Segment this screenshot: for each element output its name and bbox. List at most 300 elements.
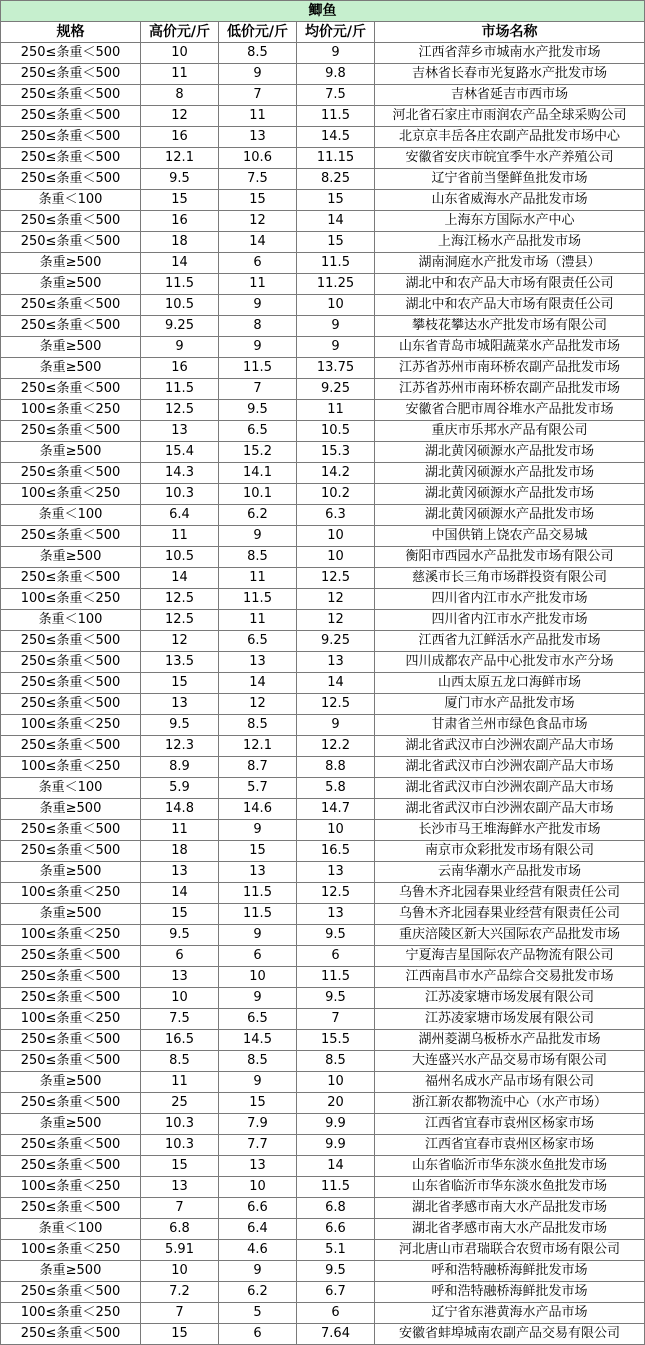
table-row (1, 400, 645, 421)
table-row (1, 778, 645, 799)
cell-avg-price: 15.5 (297, 1030, 375, 1051)
cell-low-price: 15 (219, 190, 297, 211)
cell-low-price: 11 (219, 568, 297, 589)
cell-high-price: 11 (141, 1072, 219, 1093)
cell-low-price: 11.5 (219, 358, 297, 379)
cell-high-price: 10.3 (141, 484, 219, 505)
cell-spec: 条重≥500 (1, 1261, 141, 1282)
cell-market-name: 吉林省延吉市西市场 (375, 85, 645, 106)
cell-high-price: 7.2 (141, 1282, 219, 1303)
cell-low-price: 9 (219, 295, 297, 316)
cell-spec: 250≤条重＜500 (1, 148, 141, 169)
table-row (1, 43, 645, 64)
cell-market-name: 湖南洞庭水产批发市场（澧县） (375, 253, 645, 274)
header-spec: 规格 (1, 22, 141, 43)
cell-spec: 250≤条重＜500 (1, 652, 141, 673)
cell-high-price: 13 (141, 694, 219, 715)
cell-low-price: 9 (219, 1261, 297, 1282)
cell-spec: 250≤条重＜500 (1, 1198, 141, 1219)
cell-high-price: 8.5 (141, 1051, 219, 1072)
cell-low-price: 14.5 (219, 1030, 297, 1051)
cell-low-price: 6.4 (219, 1219, 297, 1240)
table-row (1, 505, 645, 526)
cell-market-name: 慈溪市长三角市场群投资有限公司 (375, 568, 645, 589)
cell-spec: 条重＜100 (1, 778, 141, 799)
cell-avg-price: 10 (297, 820, 375, 841)
cell-market-name: 湖北省武汉市白沙洲农副产品大市场 (375, 757, 645, 778)
cell-avg-price: 9.8 (297, 64, 375, 85)
table-title: 鲫鱼 (1, 1, 645, 22)
cell-market-name: 河北唐山市君瑞联合农贸市场有限公司 (375, 1240, 645, 1261)
cell-avg-price: 8.25 (297, 169, 375, 190)
cell-high-price: 12 (141, 631, 219, 652)
cell-spec: 250≤条重＜500 (1, 43, 141, 64)
cell-low-price: 7.5 (219, 169, 297, 190)
cell-low-price: 8.5 (219, 715, 297, 736)
cell-low-price: 14 (219, 232, 297, 253)
header-row (1, 22, 645, 43)
cell-high-price: 11 (141, 64, 219, 85)
cell-high-price: 15 (141, 673, 219, 694)
cell-spec: 250≤条重＜500 (1, 988, 141, 1009)
cell-high-price: 11.5 (141, 379, 219, 400)
cell-spec: 条重≥500 (1, 274, 141, 295)
table-row (1, 337, 645, 358)
cell-high-price: 13 (141, 862, 219, 883)
cell-avg-price: 9 (297, 316, 375, 337)
cell-low-price: 5 (219, 1303, 297, 1324)
cell-high-price: 7 (141, 1198, 219, 1219)
cell-high-price: 13 (141, 1177, 219, 1198)
cell-high-price: 13 (141, 967, 219, 988)
cell-low-price: 6 (219, 946, 297, 967)
cell-low-price: 14.1 (219, 463, 297, 484)
table-row (1, 988, 645, 1009)
cell-low-price: 12.1 (219, 736, 297, 757)
cell-avg-price: 10 (297, 1072, 375, 1093)
cell-market-name: 山东省威海水产品批发市场 (375, 190, 645, 211)
cell-avg-price: 12.5 (297, 694, 375, 715)
table-row (1, 1261, 645, 1282)
cell-market-name: 江西省九江鲜活水产品批发市场 (375, 631, 645, 652)
table-row (1, 1324, 645, 1345)
cell-market-name: 辽宁省东港黄海水产品市场 (375, 1303, 645, 1324)
cell-spec: 100≤条重＜250 (1, 1303, 141, 1324)
cell-avg-price: 7.5 (297, 85, 375, 106)
cell-avg-price: 14.2 (297, 463, 375, 484)
cell-high-price: 15 (141, 904, 219, 925)
cell-market-name: 湖北黄冈硕源水产品批发市场 (375, 505, 645, 526)
cell-spec: 250≤条重＜500 (1, 1156, 141, 1177)
cell-low-price: 13 (219, 127, 297, 148)
cell-market-name: 重庆涪陵区新大兴国际农产品批发市场 (375, 925, 645, 946)
cell-high-price: 9.25 (141, 316, 219, 337)
cell-avg-price: 16.5 (297, 841, 375, 862)
table-row (1, 64, 645, 85)
cell-low-price: 10 (219, 967, 297, 988)
cell-market-name: 甘肃省兰州市绿色食品市场 (375, 715, 645, 736)
table-row (1, 526, 645, 547)
table-row (1, 1093, 645, 1114)
cell-high-price: 16 (141, 211, 219, 232)
cell-high-price: 10 (141, 43, 219, 64)
cell-low-price: 6 (219, 253, 297, 274)
cell-spec: 100≤条重＜250 (1, 589, 141, 610)
cell-market-name: 江西南昌市水产品综合交易批发市场 (375, 967, 645, 988)
cell-spec: 250≤条重＜500 (1, 1324, 141, 1345)
cell-spec: 250≤条重＜500 (1, 379, 141, 400)
cell-market-name: 攀枝花攀达水产批发市场有限公司 (375, 316, 645, 337)
header-market-name: 市场名称 (375, 22, 645, 43)
cell-market-name: 湖北黄冈硕源水产品批发市场 (375, 484, 645, 505)
cell-high-price: 10.3 (141, 1114, 219, 1135)
cell-avg-price: 6.3 (297, 505, 375, 526)
cell-low-price: 11 (219, 106, 297, 127)
cell-market-name: 湖北中和农产品大市场有限责任公司 (375, 274, 645, 295)
cell-low-price: 15 (219, 1093, 297, 1114)
cell-low-price: 9.5 (219, 400, 297, 421)
cell-low-price: 7 (219, 379, 297, 400)
table-row (1, 736, 645, 757)
cell-low-price: 6.5 (219, 1009, 297, 1030)
header-avg-price: 均价元/斤 (297, 22, 375, 43)
cell-spec: 条重≥500 (1, 1114, 141, 1135)
cell-market-name: 江苏凌家塘市场发展有限公司 (375, 988, 645, 1009)
cell-avg-price: 9.25 (297, 631, 375, 652)
table-row (1, 1198, 645, 1219)
cell-avg-price: 10 (297, 547, 375, 568)
table-row (1, 715, 645, 736)
cell-high-price: 15 (141, 1156, 219, 1177)
table-row (1, 568, 645, 589)
table-row (1, 316, 645, 337)
cell-low-price: 7.9 (219, 1114, 297, 1135)
table-row (1, 106, 645, 127)
cell-spec: 250≤条重＜500 (1, 1051, 141, 1072)
table-row (1, 946, 645, 967)
cell-spec: 250≤条重＜500 (1, 526, 141, 547)
cell-low-price: 6.5 (219, 421, 297, 442)
table-row (1, 820, 645, 841)
cell-spec: 250≤条重＜500 (1, 463, 141, 484)
cell-avg-price: 15 (297, 190, 375, 211)
cell-avg-price: 13 (297, 904, 375, 925)
cell-avg-price: 12.2 (297, 736, 375, 757)
cell-avg-price: 11.5 (297, 967, 375, 988)
cell-market-name: 安徽省合肥市周谷堆水产品批发市场 (375, 400, 645, 421)
cell-spec: 250≤条重＜500 (1, 1135, 141, 1156)
cell-high-price: 12.5 (141, 589, 219, 610)
cell-high-price: 16.5 (141, 1030, 219, 1051)
table-row (1, 358, 645, 379)
cell-low-price: 6.2 (219, 505, 297, 526)
cell-low-price: 9 (219, 1072, 297, 1093)
table-row (1, 1072, 645, 1093)
cell-avg-price: 12 (297, 589, 375, 610)
cell-avg-price: 9.5 (297, 988, 375, 1009)
cell-avg-price: 13.75 (297, 358, 375, 379)
cell-low-price: 13 (219, 862, 297, 883)
cell-market-name: 呼和浩特融桥海鲜批发市场 (375, 1282, 645, 1303)
cell-high-price: 12 (141, 106, 219, 127)
cell-market-name: 浙江新农都物流中心（水产市场） (375, 1093, 645, 1114)
cell-high-price: 25 (141, 1093, 219, 1114)
table-row (1, 1030, 645, 1051)
cell-high-price: 14.3 (141, 463, 219, 484)
table-row (1, 652, 645, 673)
cell-avg-price: 8.8 (297, 757, 375, 778)
cell-low-price: 8 (219, 316, 297, 337)
cell-high-price: 13.5 (141, 652, 219, 673)
cell-high-price: 9.5 (141, 169, 219, 190)
cell-low-price: 7 (219, 85, 297, 106)
cell-high-price: 10.5 (141, 295, 219, 316)
header-high-price: 高价元/斤 (141, 22, 219, 43)
cell-high-price: 14 (141, 568, 219, 589)
cell-high-price: 9.5 (141, 715, 219, 736)
cell-spec: 条重＜100 (1, 1219, 141, 1240)
cell-spec: 250≤条重＜500 (1, 85, 141, 106)
cell-spec: 条重≥500 (1, 1072, 141, 1093)
cell-market-name: 江西省宜春市袁州区杨家市场 (375, 1114, 645, 1135)
cell-low-price: 13 (219, 652, 297, 673)
cell-low-price: 11.5 (219, 589, 297, 610)
cell-market-name: 江苏省苏州市南环桥农副产品批发市场 (375, 379, 645, 400)
cell-low-price: 9 (219, 925, 297, 946)
cell-market-name: 河北省石家庄市雨润农产品全球采购公司 (375, 106, 645, 127)
table-row (1, 1051, 645, 1072)
cell-low-price: 9 (219, 820, 297, 841)
cell-low-price: 7.7 (219, 1135, 297, 1156)
cell-low-price: 13 (219, 1156, 297, 1177)
cell-market-name: 四川省内江市水产批发市场 (375, 610, 645, 631)
table-row (1, 1219, 645, 1240)
cell-spec: 250≤条重＜500 (1, 946, 141, 967)
cell-avg-price: 13 (297, 652, 375, 673)
cell-market-name: 上海江杨水产品批发市场 (375, 232, 645, 253)
cell-low-price: 6 (219, 1324, 297, 1345)
cell-avg-price: 12.5 (297, 883, 375, 904)
table-row (1, 253, 645, 274)
cell-market-name: 云南华潮水产品批发市场 (375, 862, 645, 883)
cell-low-price: 11 (219, 610, 297, 631)
cell-low-price: 11.5 (219, 904, 297, 925)
table-row (1, 589, 645, 610)
cell-avg-price: 14.5 (297, 127, 375, 148)
cell-high-price: 6.8 (141, 1219, 219, 1240)
table-row (1, 295, 645, 316)
cell-spec: 250≤条重＜500 (1, 232, 141, 253)
cell-market-name: 厦门市水产品批发市场 (375, 694, 645, 715)
cell-high-price: 10 (141, 1261, 219, 1282)
cell-avg-price: 9.25 (297, 379, 375, 400)
table-row (1, 127, 645, 148)
table-row (1, 883, 645, 904)
cell-market-name: 湖北中和农产品大市场有限责任公司 (375, 295, 645, 316)
cell-avg-price: 10.2 (297, 484, 375, 505)
cell-avg-price: 20 (297, 1093, 375, 1114)
cell-market-name: 安徽省安庆市皖宜季牛水产养殖公司 (375, 148, 645, 169)
cell-spec: 条重＜100 (1, 190, 141, 211)
cell-spec: 条重≥500 (1, 442, 141, 463)
cell-spec: 条重＜100 (1, 610, 141, 631)
table-row (1, 1282, 645, 1303)
cell-avg-price: 5.8 (297, 778, 375, 799)
cell-avg-price: 9.5 (297, 925, 375, 946)
cell-high-price: 8.9 (141, 757, 219, 778)
cell-high-price: 9 (141, 337, 219, 358)
cell-spec: 条重≥500 (1, 253, 141, 274)
cell-low-price: 6.2 (219, 1282, 297, 1303)
cell-spec: 100≤条重＜250 (1, 1177, 141, 1198)
cell-low-price: 10.6 (219, 148, 297, 169)
table-row (1, 484, 645, 505)
cell-high-price: 7.5 (141, 1009, 219, 1030)
cell-avg-price: 12 (297, 610, 375, 631)
cell-market-name: 江西省宜春市袁州区杨家市场 (375, 1135, 645, 1156)
table-row (1, 1135, 645, 1156)
cell-low-price: 10.1 (219, 484, 297, 505)
cell-high-price: 12.1 (141, 148, 219, 169)
cell-low-price: 6.5 (219, 631, 297, 652)
cell-high-price: 5.91 (141, 1240, 219, 1261)
cell-spec: 条重≥500 (1, 799, 141, 820)
cell-market-name: 乌鲁木齐北园春果业经营有限责任公司 (375, 883, 645, 904)
cell-spec: 100≤条重＜250 (1, 484, 141, 505)
cell-spec: 250≤条重＜500 (1, 211, 141, 232)
cell-spec: 100≤条重＜250 (1, 400, 141, 421)
table-row (1, 1177, 645, 1198)
cell-market-name: 江西省萍乡市城南水产批发市场 (375, 43, 645, 64)
table-row (1, 442, 645, 463)
cell-avg-price: 8.5 (297, 1051, 375, 1072)
cell-avg-price: 14 (297, 211, 375, 232)
cell-market-name: 湖北省武汉市白沙洲农副产品大市场 (375, 736, 645, 757)
cell-market-name: 乌鲁木齐北园春果业经营有限责任公司 (375, 904, 645, 925)
cell-spec: 250≤条重＜500 (1, 736, 141, 757)
cell-market-name: 宁夏海吉星国际农产品物流有限公司 (375, 946, 645, 967)
table-row (1, 232, 645, 253)
cell-spec: 100≤条重＜250 (1, 1240, 141, 1261)
table-row (1, 421, 645, 442)
cell-spec: 250≤条重＜500 (1, 694, 141, 715)
cell-spec: 条重≥500 (1, 358, 141, 379)
cell-high-price: 15.4 (141, 442, 219, 463)
cell-avg-price: 6.7 (297, 1282, 375, 1303)
cell-low-price: 11.5 (219, 883, 297, 904)
cell-avg-price: 9 (297, 337, 375, 358)
cell-avg-price: 11 (297, 400, 375, 421)
cell-high-price: 7 (141, 1303, 219, 1324)
cell-market-name: 吉林省长春市光复路水产批发市场 (375, 64, 645, 85)
cell-high-price: 15 (141, 1324, 219, 1345)
cell-avg-price: 9.9 (297, 1114, 375, 1135)
cell-avg-price: 13 (297, 862, 375, 883)
cell-avg-price: 9.9 (297, 1135, 375, 1156)
cell-low-price: 10 (219, 1177, 297, 1198)
cell-low-price: 5.7 (219, 778, 297, 799)
cell-avg-price: 14 (297, 1156, 375, 1177)
cell-spec: 条重＜100 (1, 505, 141, 526)
cell-avg-price: 11.25 (297, 274, 375, 295)
cell-spec: 100≤条重＜250 (1, 883, 141, 904)
cell-avg-price: 11.5 (297, 1177, 375, 1198)
cell-spec: 250≤条重＜500 (1, 295, 141, 316)
cell-high-price: 14 (141, 883, 219, 904)
cell-avg-price: 12.5 (297, 568, 375, 589)
cell-low-price: 6.6 (219, 1198, 297, 1219)
table-row (1, 673, 645, 694)
cell-low-price: 14 (219, 673, 297, 694)
cell-spec: 条重≥500 (1, 337, 141, 358)
cell-high-price: 10.5 (141, 547, 219, 568)
cell-high-price: 6.4 (141, 505, 219, 526)
cell-avg-price: 11.5 (297, 253, 375, 274)
cell-high-price: 16 (141, 358, 219, 379)
cell-spec: 250≤条重＜500 (1, 820, 141, 841)
table-row (1, 85, 645, 106)
cell-low-price: 9 (219, 64, 297, 85)
cell-high-price: 18 (141, 232, 219, 253)
cell-avg-price: 9.5 (297, 1261, 375, 1282)
cell-spec: 250≤条重＜500 (1, 106, 141, 127)
table-row (1, 211, 645, 232)
cell-market-name: 辽宁省前当堡鲜鱼批发市场 (375, 169, 645, 190)
cell-market-name: 呼和浩特融桥海鲜批发市场 (375, 1261, 645, 1282)
cell-market-name: 江苏凌家塘市场发展有限公司 (375, 1009, 645, 1030)
cell-spec: 250≤条重＜500 (1, 841, 141, 862)
cell-high-price: 10 (141, 988, 219, 1009)
cell-avg-price: 7 (297, 1009, 375, 1030)
cell-high-price: 14.8 (141, 799, 219, 820)
cell-high-price: 12.5 (141, 610, 219, 631)
table-row (1, 967, 645, 988)
cell-spec: 条重≥500 (1, 547, 141, 568)
cell-high-price: 9.5 (141, 925, 219, 946)
cell-high-price: 18 (141, 841, 219, 862)
cell-high-price: 12.5 (141, 400, 219, 421)
cell-spec: 250≤条重＜500 (1, 316, 141, 337)
title-row (1, 1, 645, 22)
table-row (1, 1114, 645, 1135)
table-row (1, 1009, 645, 1030)
cell-high-price: 15 (141, 190, 219, 211)
cell-market-name: 长沙市马王堆海鲜水产批发市场 (375, 820, 645, 841)
cell-spec: 100≤条重＜250 (1, 925, 141, 946)
cell-spec: 条重≥500 (1, 904, 141, 925)
cell-high-price: 11 (141, 820, 219, 841)
table-row (1, 148, 645, 169)
table-row (1, 1156, 645, 1177)
cell-market-name: 湖北省孝感市南大水产品批发市场 (375, 1219, 645, 1240)
cell-low-price: 12 (219, 211, 297, 232)
table-row (1, 463, 645, 484)
header-low-price: 低价元/斤 (219, 22, 297, 43)
cell-high-price: 12.3 (141, 736, 219, 757)
cell-avg-price: 11.5 (297, 106, 375, 127)
cell-spec: 100≤条重＜250 (1, 715, 141, 736)
cell-low-price: 8.5 (219, 547, 297, 568)
table-row (1, 694, 645, 715)
cell-low-price: 9 (219, 337, 297, 358)
cell-market-name: 重庆市乐邦水产品有限公司 (375, 421, 645, 442)
cell-low-price: 8.7 (219, 757, 297, 778)
cell-market-name: 福州名成水产品市场有限公司 (375, 1072, 645, 1093)
cell-high-price: 13 (141, 421, 219, 442)
cell-avg-price: 14 (297, 673, 375, 694)
cell-market-name: 四川省内江市水产批发市场 (375, 589, 645, 610)
cell-avg-price: 14.7 (297, 799, 375, 820)
